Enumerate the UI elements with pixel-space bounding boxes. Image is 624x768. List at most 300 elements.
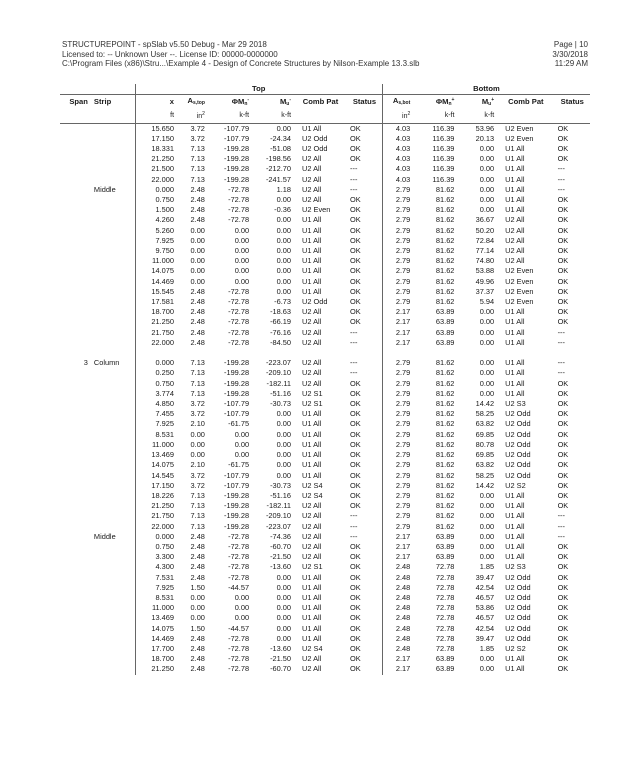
- cell-phi-mn-neg: -72.78: [228, 531, 250, 541]
- cell-x: 18.700: [135, 654, 177, 664]
- unit-phi-mn-pos: k-ft: [413, 109, 457, 123]
- cell-status-bot: OK: [557, 460, 569, 470]
- unit-mu-neg: k-ft: [252, 109, 294, 123]
- cell-phi-mn-neg: -72.78: [228, 297, 250, 307]
- cell-comb-pat-top: U1 All: [302, 123, 322, 133]
- cell-mu-pos: 0.00: [479, 144, 495, 154]
- cell-span: [60, 154, 91, 164]
- cell-mu-neg: -212.70: [265, 164, 292, 174]
- table-row: [60, 654, 590, 664]
- cell-span: [60, 440, 91, 450]
- cell-status-top: OK: [350, 490, 361, 500]
- cell-mu-pos: 1.85: [479, 643, 495, 653]
- cell-span: [60, 613, 91, 623]
- cell-span: [60, 481, 91, 491]
- cell-x: 21.250: [135, 154, 177, 164]
- cell-phi-mn-pos: 81.62: [435, 256, 455, 266]
- cell-status-bot: OK: [557, 297, 569, 307]
- cell-mu-neg: -223.07: [265, 358, 292, 368]
- cell-strip: [91, 562, 135, 572]
- cell-phi-mn-pos: 81.62: [435, 480, 455, 490]
- cell-x: 0.000: [135, 358, 177, 368]
- cell-comb-pat-top: U2 All: [302, 552, 322, 562]
- cell-phi-mn-neg: -199.28: [224, 388, 250, 398]
- cell-mu-pos: 0.00: [479, 501, 495, 511]
- cell-as-top: 2.48: [190, 654, 205, 664]
- cell-mu-neg: -182.11: [266, 501, 292, 511]
- cell-x: 0.000: [135, 532, 177, 542]
- col-mu-pos: $M_u^+$: [481, 97, 495, 108]
- cell-mu-neg: 0.00: [276, 123, 292, 133]
- cell-comb-pat-top: U1 All: [302, 623, 322, 633]
- cell-comb-pat-top: U2 All: [302, 164, 322, 174]
- cell-span: [60, 175, 91, 185]
- cell-comb-pat-top: U1 All: [302, 266, 322, 276]
- cell-mu-neg: 0.00: [276, 572, 292, 582]
- cell-comb-pat-top: U1 All: [302, 592, 322, 602]
- cell-as-top: 7.13: [190, 164, 205, 174]
- cell-as-bot: 2.17: [382, 317, 413, 327]
- cell-phi-mn-neg: -199.28: [224, 368, 250, 378]
- cell-phi-mn-neg: 0.00: [234, 613, 250, 623]
- cell-phi-mn-pos: 81.62: [435, 215, 455, 225]
- cell-as-bot: 4.03: [382, 123, 413, 134]
- cell-mu-neg: 0.00: [276, 225, 292, 235]
- cell-as-top: 0.00: [190, 439, 205, 449]
- cell-strip: [91, 593, 135, 603]
- cell-comb-pat-bot: U2 All: [505, 215, 525, 225]
- cell-comb-pat-bot: U2 Odd: [505, 633, 531, 643]
- cell-as-bot: 2.17: [382, 542, 413, 552]
- cell-as-bot: 2.79: [382, 287, 413, 297]
- cell-phi-mn-neg: -107.79: [224, 480, 250, 490]
- cell-comb-pat-top: U1 All: [302, 633, 322, 643]
- cell-x: 17.150: [135, 134, 177, 144]
- cell-phi-mn-pos: 72.78: [435, 582, 455, 592]
- cell-phi-mn-pos: 81.62: [435, 460, 455, 470]
- cell-as-bot: 2.79: [382, 215, 413, 225]
- cell-status-bot: OK: [557, 643, 569, 653]
- cell-status-top: OK: [350, 582, 361, 592]
- cell-comb-pat-top: U1 All: [302, 256, 322, 266]
- cell-as-bot: 2.48: [382, 583, 413, 593]
- cell-mu-pos: 42.54: [475, 582, 495, 592]
- cell-mu-neg: 0.00: [276, 582, 292, 592]
- cell-mu-neg: -66.19: [270, 317, 292, 327]
- cell-as-top: 2.48: [190, 297, 205, 307]
- cell-phi-mn-pos: 81.62: [435, 297, 455, 307]
- cell-phi-mn-neg: -199.28: [224, 521, 250, 531]
- cell-comb-pat-top: U2 All: [302, 154, 322, 164]
- cell-status-bot: OK: [557, 480, 569, 490]
- cell-phi-mn-pos: 81.62: [435, 276, 455, 286]
- table-row: [60, 134, 590, 144]
- cell-span: [60, 491, 91, 501]
- cell-as-top: 2.10: [190, 460, 205, 470]
- cell-as-top: 2.48: [190, 205, 205, 215]
- table-row: [60, 409, 590, 419]
- cell-strip: [91, 226, 135, 236]
- cell-status-top: OK: [350, 664, 361, 674]
- cell-status-bot: OK: [557, 378, 569, 388]
- cell-strip: [91, 297, 135, 307]
- cell-mu-neg: 0.00: [276, 246, 292, 256]
- cell-mu-pos: 5.94: [479, 297, 495, 307]
- cell-phi-mn-neg: -199.28: [224, 144, 250, 154]
- cell-status-top: OK: [350, 144, 361, 154]
- cell-comb-pat-bot: U2 Odd: [505, 613, 531, 623]
- cell-x: 21.250: [135, 501, 177, 511]
- cell-phi-mn-pos: 63.89: [435, 307, 455, 317]
- cell-mu-neg: -60.70: [270, 664, 292, 674]
- cell-mu-pos: 39.47: [475, 572, 495, 582]
- cell-status-bot: OK: [557, 266, 569, 276]
- cell-comb-pat-bot: U2 Even: [505, 297, 534, 307]
- cell-phi-mn-neg: -72.78: [228, 337, 250, 347]
- cell-comb-pat-top: U1 All: [302, 286, 322, 296]
- cell-mu-pos: 58.25: [475, 409, 495, 419]
- cell-mu-neg: 0.00: [276, 470, 292, 480]
- cell-span: [60, 583, 91, 593]
- cell-comb-pat-top: U1 All: [302, 409, 322, 419]
- cell-mu-neg: -51.08: [270, 144, 292, 154]
- cell-x: 0.750: [135, 379, 177, 389]
- cell-as-bot: 2.79: [382, 185, 413, 195]
- cell-span: [60, 562, 91, 572]
- cell-comb-pat-bot: U2 Odd: [505, 603, 531, 613]
- cell-comb-pat-top: U2 All: [302, 174, 322, 184]
- cell-mu-pos: 0.00: [479, 531, 495, 541]
- cell-status-top: OK: [350, 633, 361, 643]
- cell-comb-pat-bot: U2 S2: [505, 480, 526, 490]
- cell-x: 14.075: [135, 460, 177, 470]
- cell-x: 21.500: [135, 164, 177, 174]
- cell-x: 18.331: [135, 144, 177, 154]
- cell-x: 21.750: [135, 328, 177, 338]
- cell-comb-pat-bot: U1 All: [505, 490, 525, 500]
- cell-mu-pos: 0.00: [479, 552, 495, 562]
- cell-span: [60, 195, 91, 205]
- cell-comb-pat-bot: U1 All: [505, 388, 525, 398]
- cell-status-bot: OK: [557, 490, 569, 500]
- cell-as-top: 2.48: [190, 664, 205, 674]
- cell-span: [60, 624, 91, 634]
- table-row: [60, 164, 590, 174]
- cell-phi-mn-neg: -44.57: [228, 623, 250, 633]
- cell-status-top: OK: [350, 225, 361, 235]
- cell-status-top: ---: [350, 521, 358, 531]
- cell-comb-pat-bot: U2 Odd: [505, 470, 531, 480]
- cell-comb-pat-bot: U2 Odd: [505, 450, 531, 460]
- group-bottom: Bottom: [382, 84, 590, 95]
- license-line: Licensed to: -- Unknown User --. License ID: 00000-0000000: [62, 49, 278, 59]
- cell-status-bot: OK: [557, 603, 569, 613]
- cell-comb-pat-top: U1 All: [302, 470, 322, 480]
- table-row: [60, 338, 590, 348]
- cell-strip: [91, 511, 135, 521]
- cell-phi-mn-neg: -199.28: [224, 164, 250, 174]
- cell-span: [60, 226, 91, 236]
- cell-as-top: 7.13: [190, 521, 205, 531]
- cell-mu-pos: 0.00: [479, 174, 495, 184]
- cell-status-bot: ---: [557, 184, 565, 194]
- cell-comb-pat-top: U2 Odd: [302, 297, 328, 307]
- cell-status-top: ---: [350, 174, 358, 184]
- cell-status-bot: ---: [557, 337, 565, 347]
- table-row: [60, 593, 590, 603]
- cell-as-top: 0.00: [190, 592, 205, 602]
- cell-mu-neg: 0.00: [276, 603, 292, 613]
- cell-mu-pos: 0.00: [479, 490, 495, 500]
- cell-comb-pat-bot: U1 All: [505, 368, 525, 378]
- cell-comb-pat-top: U2 S4: [302, 643, 323, 653]
- cell-comb-pat-top: U2 S4: [302, 480, 323, 490]
- cell-x: 18.700: [135, 307, 177, 317]
- cell-phi-mn-pos: 81.62: [435, 521, 455, 531]
- cell-strip: [91, 542, 135, 552]
- cell-mu-pos: 0.00: [479, 154, 495, 164]
- cell-comb-pat-bot: U2 S2: [505, 643, 526, 653]
- cell-comb-pat-top: U2 All: [302, 317, 322, 327]
- table-row: [60, 419, 590, 429]
- unit-phi-mn-neg: k-ft: [208, 109, 252, 123]
- cell-status-top: OK: [350, 154, 361, 164]
- cell-comb-pat-bot: U2 Odd: [505, 582, 531, 592]
- cell-as-bot: 2.79: [382, 419, 413, 429]
- cell-mu-neg: 0.00: [276, 409, 292, 419]
- cell-phi-mn-pos: 81.62: [435, 184, 455, 194]
- cell-comb-pat-top: U2 S1: [302, 399, 323, 409]
- cell-mu-pos: 0.00: [479, 337, 495, 347]
- cell-phi-mn-pos: 72.78: [435, 572, 455, 582]
- cell-comb-pat-top: U2 All: [302, 664, 322, 674]
- cell-as-top: 0.00: [190, 225, 205, 235]
- cell-strip: [91, 603, 135, 613]
- cell-phi-mn-pos: 116.39: [432, 174, 455, 184]
- cell-mu-pos: 69.85: [475, 429, 495, 439]
- cell-x: 21.750: [135, 511, 177, 521]
- cell-comb-pat-top: U2 All: [302, 501, 322, 511]
- page-number: Page | 10: [553, 40, 588, 49]
- table-row: [60, 450, 590, 460]
- col-span: Span: [69, 97, 88, 107]
- cell-comb-pat-top: U1 All: [302, 450, 322, 460]
- cell-status-bot: OK: [557, 317, 569, 327]
- table-row: [60, 226, 590, 236]
- cell-comb-pat-bot: U1 All: [505, 552, 525, 562]
- cell-comb-pat-bot: U1 All: [505, 664, 525, 674]
- cell-comb-pat-bot: U1 All: [505, 531, 525, 541]
- table-row: [60, 532, 590, 542]
- cell-status-bot: OK: [557, 582, 569, 592]
- cell-status-top: OK: [350, 266, 361, 276]
- cell-comb-pat-top: U2 All: [302, 307, 322, 317]
- cell-strip: [91, 430, 135, 440]
- cell-as-top: 2.10: [190, 419, 205, 429]
- cell-mu-neg: -30.73: [270, 399, 292, 409]
- cell-x: 11.000: [135, 440, 177, 450]
- cell-as-top: 2.48: [190, 184, 205, 194]
- cell-span: [60, 603, 91, 613]
- cell-mu-pos: 53.86: [475, 603, 495, 613]
- cell-x: 7.925: [135, 419, 177, 429]
- cell-status-top: OK: [350, 450, 361, 460]
- cell-comb-pat-top: U2 Odd: [302, 133, 328, 143]
- cell-mu-pos: 14.42: [475, 399, 495, 409]
- cell-comb-pat-bot: U1 All: [505, 378, 525, 388]
- cell-as-top: 7.13: [190, 368, 205, 378]
- cell-status-bot: ---: [557, 358, 565, 368]
- cell-mu-neg: -209.10: [265, 368, 292, 378]
- cell-mu-pos: 0.00: [479, 654, 495, 664]
- cell-x: 22.000: [135, 338, 177, 348]
- cell-x: 11.000: [135, 256, 177, 266]
- cell-phi-mn-pos: 63.89: [435, 541, 455, 551]
- cell-phi-mn-neg: 0.00: [234, 266, 250, 276]
- cell-as-bot: 2.17: [382, 328, 413, 338]
- cell-phi-mn-pos: 116.39: [432, 164, 455, 174]
- cell-comb-pat-bot: U2 All: [505, 225, 525, 235]
- cell-as-bot: 2.17: [382, 307, 413, 317]
- cell-as-top: 0.00: [190, 266, 205, 276]
- cell-as-bot: 4.03: [382, 164, 413, 174]
- cell-status-top: OK: [350, 409, 361, 419]
- cell-as-top: 2.48: [190, 286, 205, 296]
- cell-mu-neg: -18.63: [270, 307, 292, 317]
- cell-mu-neg: 0.00: [276, 266, 292, 276]
- table-row: [60, 460, 590, 470]
- cell-status-top: ---: [350, 358, 358, 368]
- cell-as-top: 2.48: [190, 307, 205, 317]
- cell-mu-pos: 1.85: [479, 562, 495, 572]
- cell-status-top: OK: [350, 123, 361, 133]
- cell-comb-pat-bot: U1 All: [505, 307, 525, 317]
- cell-status-top: ---: [350, 327, 358, 337]
- cell-comb-pat-bot: U2 Even: [505, 266, 534, 276]
- cell-as-bot: 2.79: [382, 481, 413, 491]
- cell-as-top: 3.72: [190, 480, 205, 490]
- cell-status-bot: OK: [557, 664, 569, 674]
- table-row: [60, 368, 590, 378]
- cell-as-top: 2.48: [190, 327, 205, 337]
- cell-as-top: 7.13: [190, 154, 205, 164]
- cell-strip: [91, 573, 135, 583]
- cell-status-top: OK: [350, 276, 361, 286]
- cell-comb-pat-bot: U1 All: [505, 205, 525, 215]
- cell-as-bot: 2.79: [382, 471, 413, 481]
- cell-mu-neg: -84.50: [270, 337, 292, 347]
- cell-comb-pat-bot: U1 All: [505, 144, 525, 154]
- cell-mu-pos: 53.96: [475, 123, 495, 133]
- cell-status-bot: OK: [557, 439, 569, 449]
- cell-phi-mn-neg: -199.28: [224, 154, 250, 164]
- table-row: [60, 287, 590, 297]
- cell-status-top: OK: [350, 246, 361, 256]
- cell-phi-mn-neg: 0.00: [234, 256, 250, 266]
- cell-phi-mn-neg: -72.78: [228, 633, 250, 643]
- unit-as-top: $in^2$: [177, 109, 208, 123]
- cell-strip: [91, 317, 135, 327]
- cell-phi-mn-neg: 0.00: [234, 429, 250, 439]
- cell-x: 15.650: [135, 123, 177, 134]
- cell-strip: [91, 583, 135, 593]
- cell-span: [60, 664, 91, 674]
- cell-comb-pat-bot: U2 Odd: [505, 419, 531, 429]
- cell-span: [60, 522, 91, 532]
- cell-as-top: 2.48: [190, 337, 205, 347]
- cell-phi-mn-neg: -107.79: [224, 133, 250, 143]
- cell-strip: [91, 154, 135, 164]
- cell-mu-pos: 14.42: [475, 480, 495, 490]
- cell-status-bot: OK: [557, 144, 569, 154]
- cell-status-top: OK: [350, 235, 361, 245]
- cell-mu-pos: 0.00: [479, 195, 495, 205]
- cell-as-top: 7.13: [190, 174, 205, 184]
- cell-status-bot: OK: [557, 286, 569, 296]
- table-row: [60, 379, 590, 389]
- cell-span: [60, 368, 91, 378]
- cell-strip: [91, 175, 135, 185]
- cell-mu-pos: 0.00: [479, 317, 495, 327]
- cell-mu-neg: 0.00: [276, 256, 292, 266]
- cell-strip: [91, 236, 135, 246]
- cell-as-top: 3.72: [190, 409, 205, 419]
- cell-comb-pat-bot: U1 All: [505, 501, 525, 511]
- table-row: [60, 603, 590, 613]
- cell-status-top: ---: [350, 511, 358, 521]
- cell-x: 0.750: [135, 542, 177, 552]
- cell-mu-pos: 42.54: [475, 623, 495, 633]
- cell-strip: [91, 460, 135, 470]
- cell-comb-pat-bot: U2 Even: [505, 133, 534, 143]
- cell-phi-mn-pos: 81.62: [435, 439, 455, 449]
- cell-as-bot: 2.48: [382, 644, 413, 654]
- cell-as-top: 0.00: [190, 429, 205, 439]
- cell-span: [60, 573, 91, 583]
- table-row: [60, 562, 590, 572]
- cell-as-bot: 2.48: [382, 593, 413, 603]
- cell-span: [60, 205, 91, 215]
- cell-as-top: 3.72: [190, 399, 205, 409]
- col-x: x: [135, 95, 177, 110]
- table-row: [60, 215, 590, 225]
- cell-status-top: OK: [350, 205, 361, 215]
- cell-mu-neg: -51.16: [270, 388, 292, 398]
- cell-mu-pos: 53.88: [475, 266, 495, 276]
- cell-span: [60, 185, 91, 195]
- cell-status-top: ---: [350, 337, 358, 347]
- cell-as-bot: 2.79: [382, 379, 413, 389]
- cell-comb-pat-bot: U1 All: [505, 164, 525, 174]
- cell-status-bot: OK: [557, 123, 569, 133]
- table-row: [60, 154, 590, 164]
- cell-phi-mn-neg: -107.79: [224, 399, 250, 409]
- cell-comb-pat-top: U1 All: [302, 235, 322, 245]
- cell-comb-pat-bot: U1 All: [505, 654, 525, 664]
- cell-status-top: OK: [350, 317, 361, 327]
- cell-x: 14.075: [135, 624, 177, 634]
- table-row: [60, 634, 590, 644]
- cell-mu-neg: 0.00: [276, 623, 292, 633]
- cell-status-bot: OK: [557, 501, 569, 511]
- cell-strip: [91, 491, 135, 501]
- cell-comb-pat-bot: U1 All: [505, 358, 525, 368]
- cell-strip: [91, 195, 135, 205]
- cell-phi-mn-pos: 63.89: [435, 664, 455, 674]
- cell-as-bot: 2.48: [382, 634, 413, 644]
- cell-strip: [91, 205, 135, 215]
- cell-phi-mn-pos: 81.62: [435, 450, 455, 460]
